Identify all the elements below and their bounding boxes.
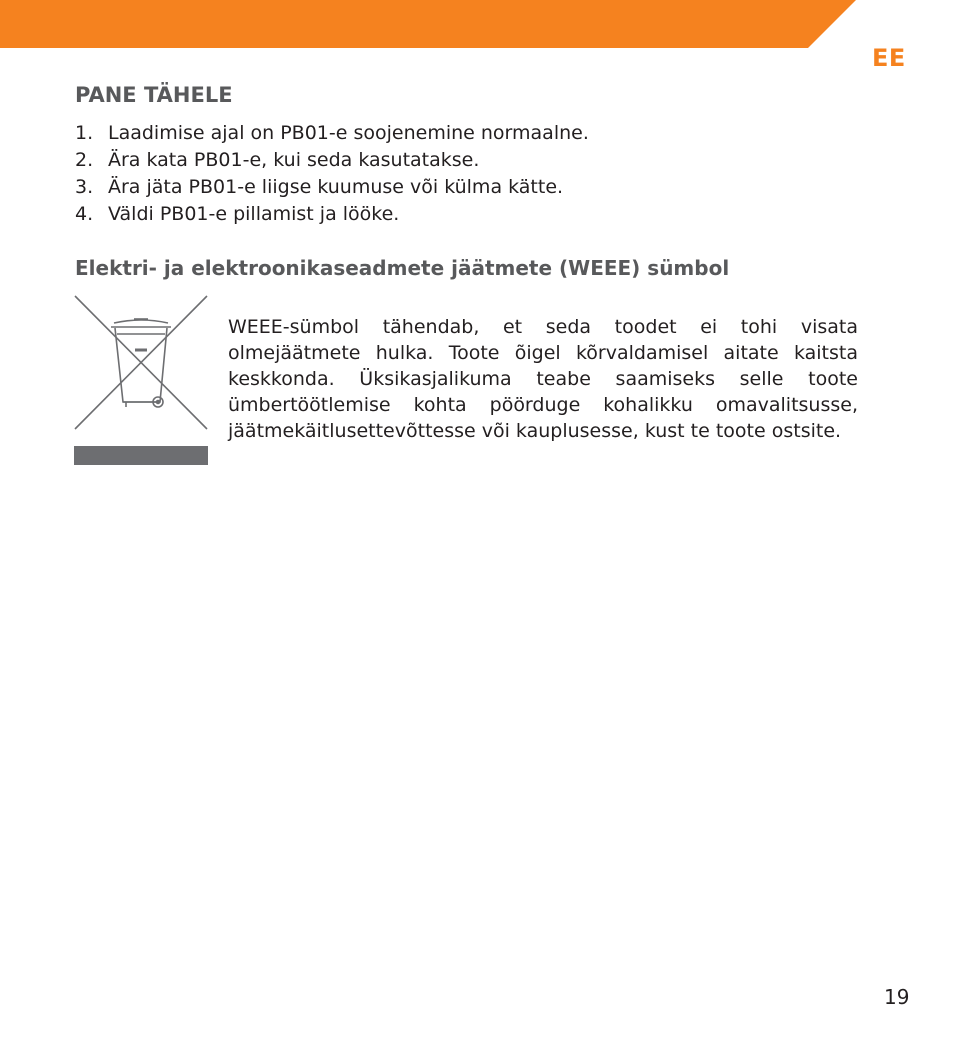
list-item-number: 4. [75,203,94,225]
list-item [75,174,835,201]
page-number: 19 [884,985,910,1009]
weee-description: WEEE-sümbol tähendab, et seda toodet ei tohi visata olmejäätmete hulka. Toote õigel kõrvaldamisel aitate kaitsta keskkonda. Üksikasjalikuma teabe saamiseks selle toote ümbertöötlemise kohta pöörduge kohalikku omavalitsusse, jäätmekäitlusettevõttesse või kauplusesse, kust te toote ostsite. [228,316,858,442]
header-banner-shape [0,0,856,48]
note-heading: PANE TÄHELE [75,83,233,107]
crossed-out-wheelie-bin-icon [74,295,208,467]
list-item-text: Ära kata PB01-e, kui seda kasutatakse. [108,149,480,171]
list-item-number: 1. [75,122,94,144]
weee-underline-bar [74,446,208,465]
list-item [75,120,835,147]
list-item-text: Laadimise ajal on PB01-e soojenemine normaalne. [108,122,589,144]
list-item [75,201,835,228]
list-item-text: Ära jäta PB01-e liigse kuumuse või külma kätte. [108,176,564,198]
weee-heading: Elektri- ja elektroonikaseadmete jäätmete (WEEE) sümbol [75,256,730,280]
note-list [75,120,835,228]
list-item [75,147,835,174]
list-item-text: Väldi PB01-e pillamist ja lööke. [108,203,400,225]
language-code: EE [872,44,906,72]
header-banner [0,0,856,48]
list-item-number: 2. [75,149,94,171]
list-item-number: 3. [75,176,94,198]
